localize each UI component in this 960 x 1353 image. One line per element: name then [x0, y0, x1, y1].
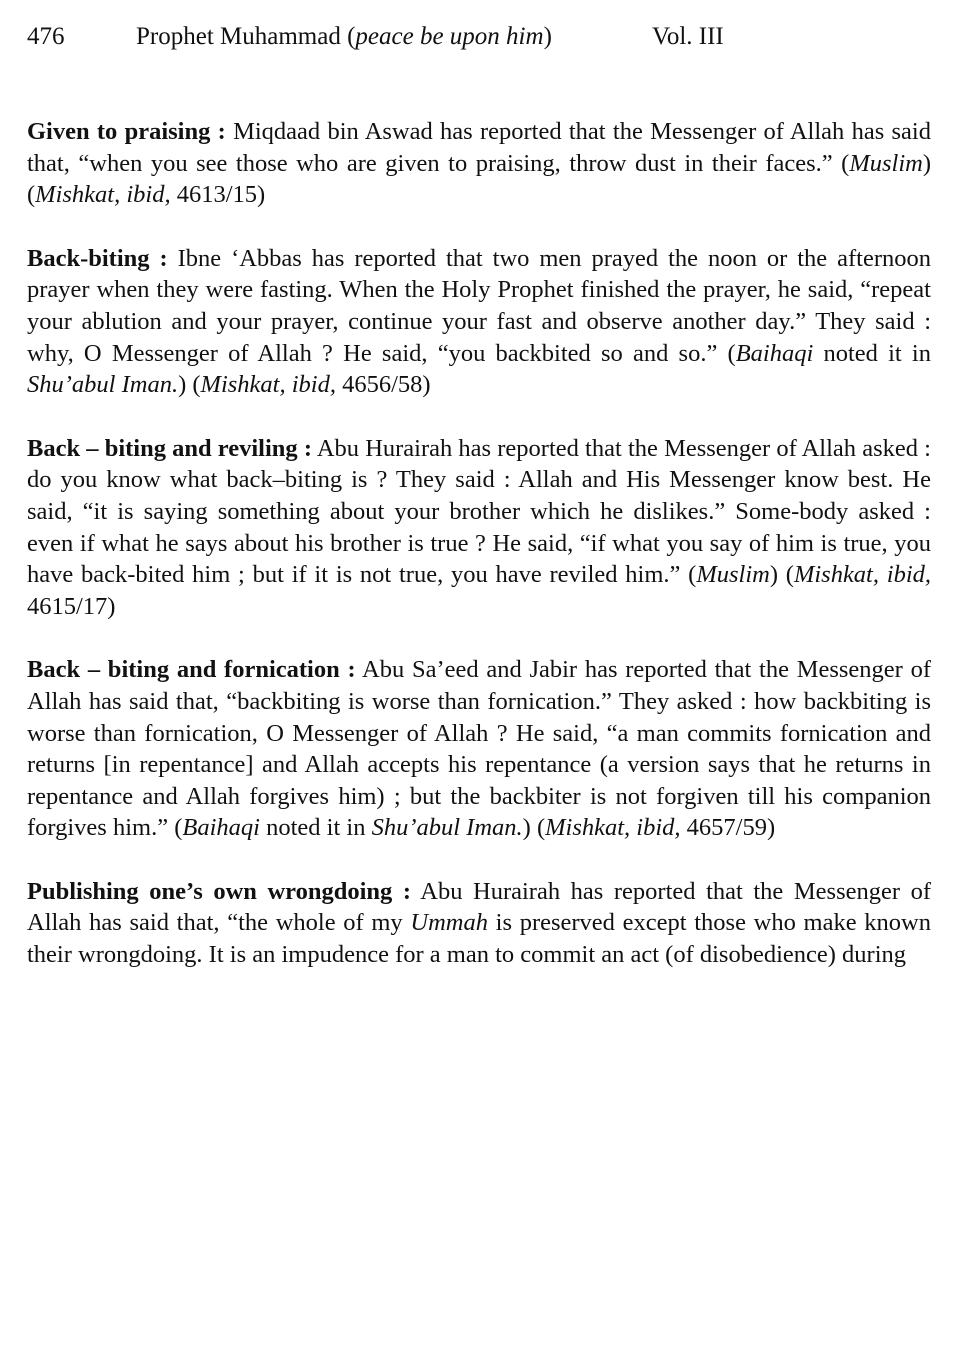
citation-text: Shu’abul Iman. — [371, 814, 523, 842]
paragraph-text: ) ( — [178, 371, 201, 399]
paragraph-heading: Back – biting and reviling : — [27, 434, 312, 462]
paragraph-heading: Given to praising : — [27, 118, 226, 145]
paragraph-text: ) ( — [769, 561, 794, 589]
paragraph-text: 4613/15) — [170, 181, 266, 209]
paragraph-text: Abu Hurairah has reported that the Messenger of Allah asked : do you know what back–biting is ? They said : Allah and His Messenger know best. He said, “it is saying something about your brother which he dislikes.” Some-body asked : even if what he says about his brother is true ? He said, “if what you say of him is true, you have back-bited him ; but if it is not true, you have reviled him.” ( — [27, 434, 931, 589]
paragraph-text: noted it in — [259, 814, 372, 842]
citation-text: Muslim — [696, 561, 770, 589]
paragraph — [27, 433, 931, 623]
citation-text: Muslim — [849, 149, 923, 177]
paragraph-text: 4657/59) — [680, 814, 776, 842]
paragraph — [27, 243, 931, 401]
running-head — [27, 20, 933, 54]
citation-text: Mishkat, ibid, — [200, 371, 336, 399]
paragraph-text: 4615/17) — [27, 592, 116, 620]
book-title-suffix: ) — [543, 23, 552, 50]
citation-text: Shu’abul Iman. — [27, 371, 179, 399]
book-title-italic: peace be upon him — [355, 23, 544, 50]
book-title — [136, 20, 552, 54]
paragraph-text: 4656/58) — [335, 371, 431, 399]
paragraph — [27, 876, 931, 971]
paragraph-text: Miqdaad bin Aswad has reported that the Messenger of Allah has said that, “when you see those who are given to praising, throw dust in their faces.” ( — [27, 118, 931, 177]
paragraph-heading: Publishing one’s own wrongdoing : — [27, 877, 412, 905]
citation-text: Mishkat, ibid, — [545, 814, 681, 842]
paragraph-text: Abu Sa’eed and Jabir has reported that the Messenger of Allah has said that, “backbiting is worse than fornication.” They asked : how backbiting is worse than fornication, O Messenger of Allah ? He said, “a man commits fornication and returns [in repentance] and Allah accepts his repentance (a version says that he returns in repentance and Allah forgives him) ; but the backbiter is not forgiven till his companion forgives him.” ( — [27, 656, 931, 842]
paragraph-text: ) ( — [522, 814, 546, 842]
paragraph-text: Ibne ‘Abbas has reported that two men prayed the noon or the afternoon prayer when they were fasting. When the Holy Prophet finished the prayer, he said, “repeat your ablution and your prayer, continue your fast and observe another day.” They said : why, O Messenger of Allah ? He said, “you backbited so and so.” ( — [27, 244, 932, 367]
paragraph-text: noted it in — [813, 339, 931, 367]
body-text — [27, 116, 931, 1003]
citation-text: Ummah — [410, 909, 488, 937]
volume-label: Vol. III — [652, 23, 724, 50]
paragraph-text: ) ( — [27, 149, 931, 209]
paragraph-heading: Back – biting and fornication : — [27, 656, 356, 684]
paragraph — [27, 116, 931, 211]
paragraph-text: Abu Hurairah has reported that the Messenger of Allah has said that, “the whole of my — [27, 877, 931, 937]
citation-text: Mishkat, ibid, — [35, 181, 171, 209]
citation-text: Baihaqi — [182, 814, 260, 842]
paragraph — [27, 654, 931, 844]
citation-text: Baihaqi — [735, 339, 814, 367]
page-number: 476 — [27, 23, 65, 50]
paragraph-text: is preserved except those who make known their wrongdoing. It is an impudence for a man to commit an act (of disobedience) during — [27, 909, 931, 969]
citation-text: Mishkat, ibid, — [793, 561, 931, 589]
book-title-prefix: Prophet Muhammad ( — [136, 23, 356, 50]
paragraph-heading: Back-biting : — [27, 244, 168, 272]
